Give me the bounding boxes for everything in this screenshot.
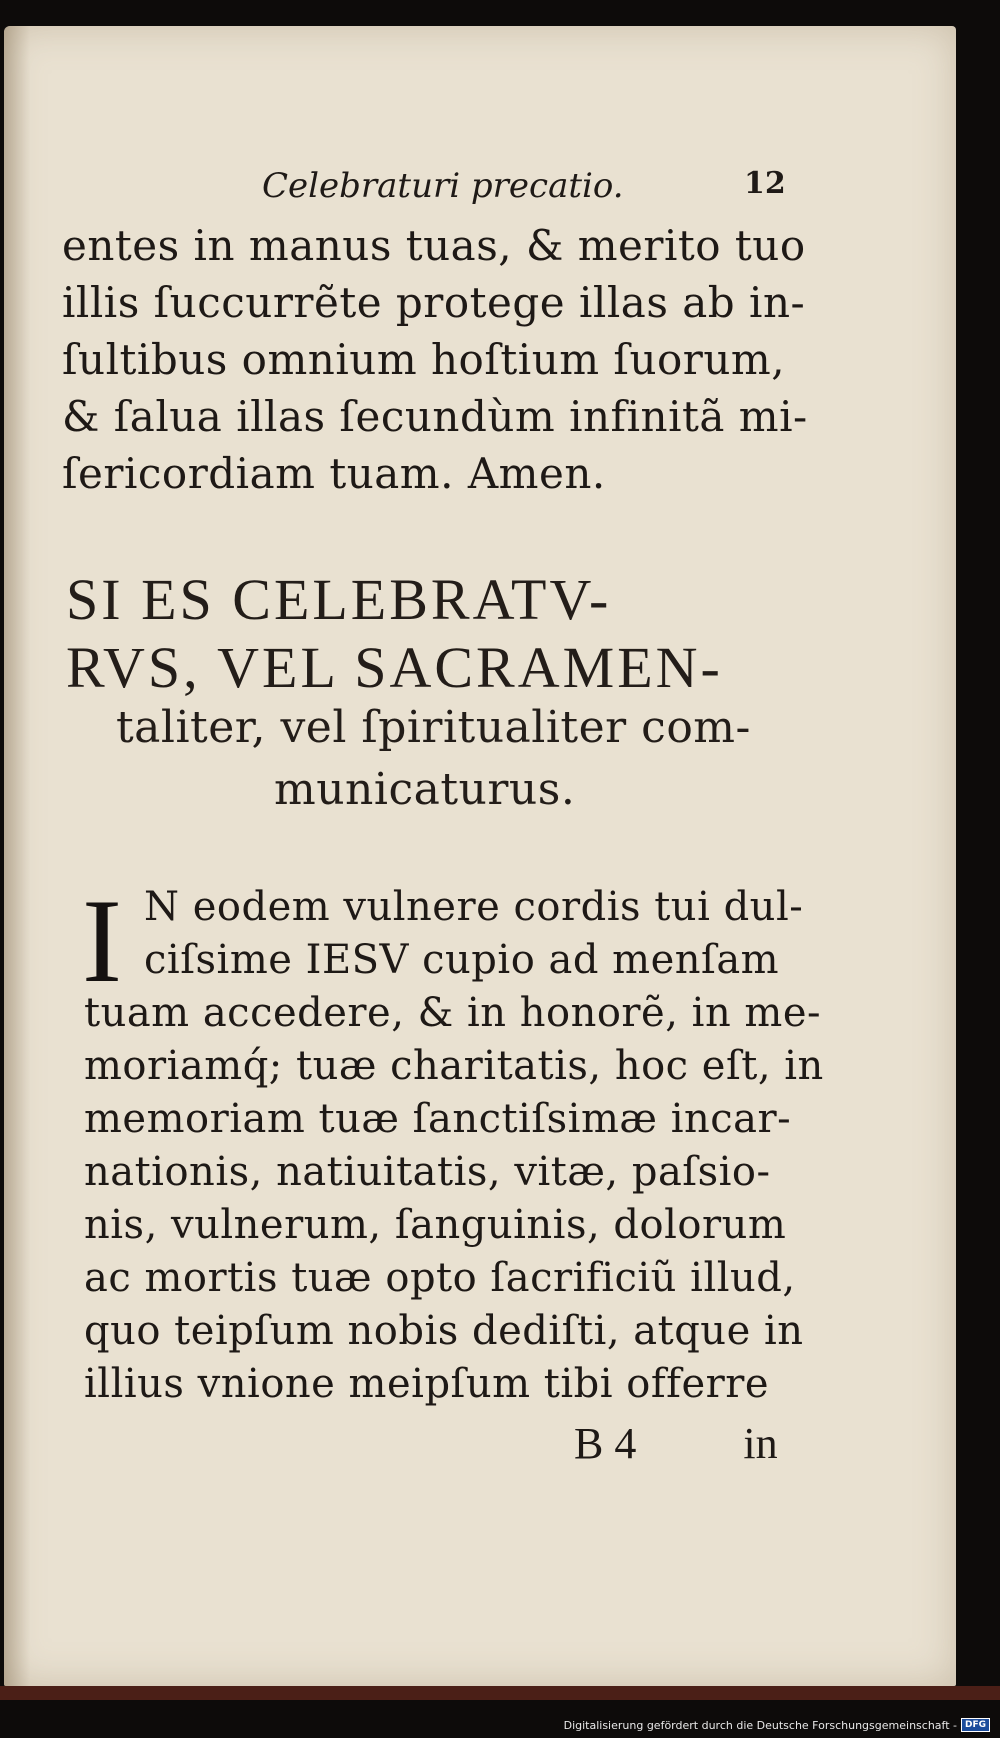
signature-mark: B 4 <box>574 1419 637 1468</box>
body-line: moriamq́; tuæ charitatis, hoc eſt, in <box>84 1043 824 1089</box>
body-line: tuam accedere, & in honorẽ, in me- <box>84 990 822 1036</box>
credit-text: Digitalisierung gefördert durch die Deutsche Forschungsgemeinschaft - <box>563 1718 957 1732</box>
continuation-line: entes in manus tuas, & merito tuo <box>62 221 806 270</box>
body-line: quo teipſum nobis dediſti, atque in <box>84 1308 804 1354</box>
catchword: in <box>743 1419 778 1468</box>
body-line: N eodem vulnere cordis tui dul- <box>144 884 804 930</box>
section-heading-line: taliter, vel ſpiritualiter com- <box>116 702 751 753</box>
body-line: ciſsime IESV cupio ad menſam <box>144 937 780 983</box>
body-line: nis, vulnerum, ſanguinis, dolorum <box>84 1202 787 1248</box>
body-line: memoriam tuæ ſanctiſsimæ incar- <box>84 1096 792 1142</box>
page-footer-marks <box>574 1418 778 1469</box>
body-line: illius vnione meipſum tibi offerre <box>84 1361 770 1407</box>
dfg-logo: DFG <box>961 1718 990 1732</box>
section-heading-line: SI ES CELEBRATV- <box>66 567 612 632</box>
book-page <box>4 26 956 1686</box>
continuation-line: illis ſuccurrẽte protege illas ab in- <box>62 278 806 327</box>
section-heading-line: RVS, VEL SACRAMEN- <box>66 635 723 700</box>
folio-number: 12 <box>744 166 786 201</box>
section-heading-line: municaturus. <box>274 764 576 815</box>
body-line: nationis, natiuitatis, vitæ, paſsio- <box>84 1149 771 1195</box>
drop-cap-initial: I <box>82 874 122 1007</box>
body-line: ac mortis tuæ opto ſacrificiũ illud, <box>84 1255 796 1301</box>
running-head: Celebraturi precatio. <box>262 166 624 206</box>
page-edge <box>0 1686 1000 1700</box>
continuation-line: ſericordiam tuam. Amen. <box>62 449 606 498</box>
digitization-credit <box>564 1718 990 1732</box>
continuation-line: ſultibus omnium hoſtium ſuorum, <box>62 335 786 384</box>
continuation-line: & ſalua illas ſecundùm infinitã mi- <box>62 392 808 441</box>
